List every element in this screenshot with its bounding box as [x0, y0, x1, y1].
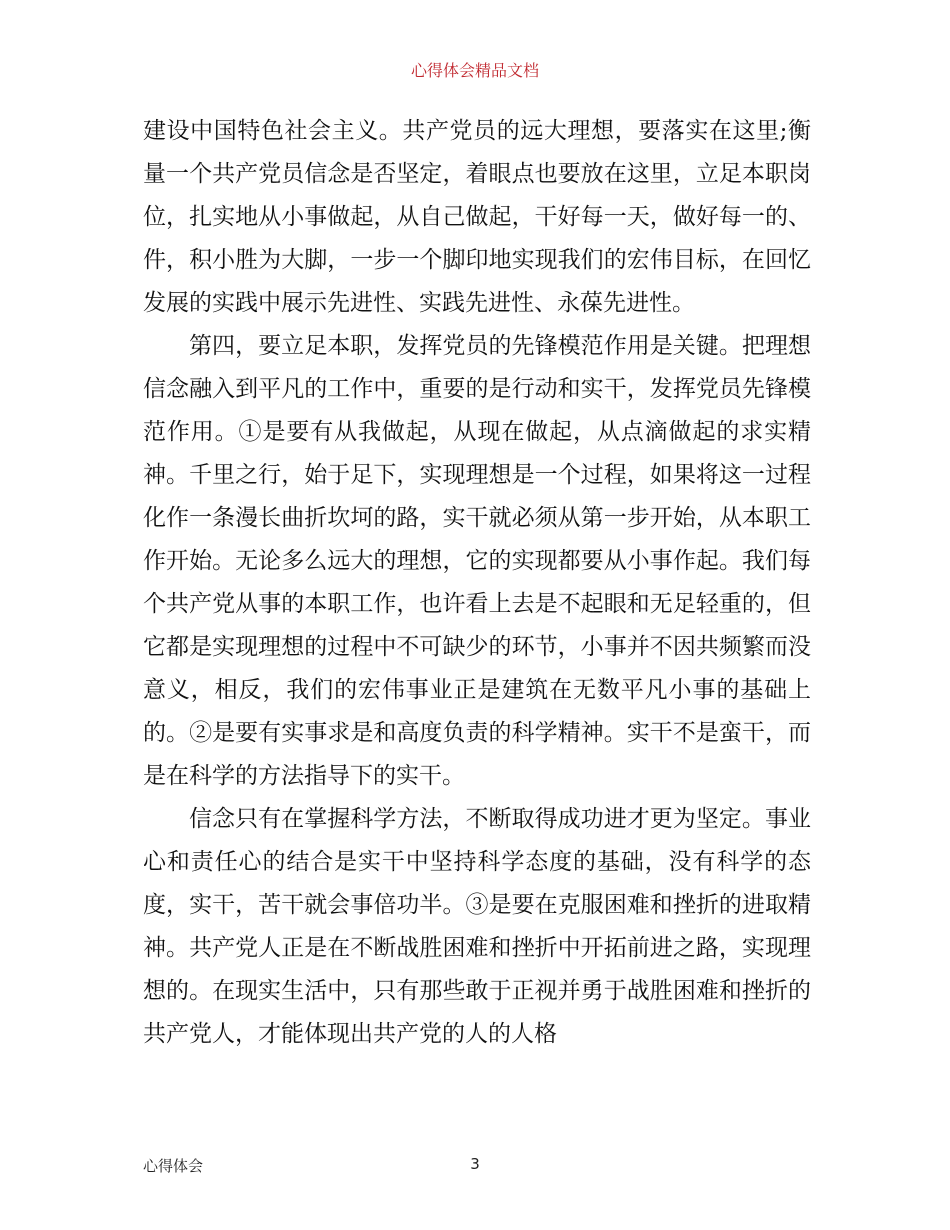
footer-label: 心得体会 [143, 1157, 204, 1175]
page-header-title: 心得体会精品文档 [410, 61, 539, 80]
paragraph-3: 信念只有在掌握科学方法，不断取得成功进才更为坚定。事业心和责任心的结合是实干中坚持科学态度的基础，没有科学的态度，实干，苦干就会事倍功半。③是要在克服困难和挫折的进取精神。共产党人正是在不断战胜困难和挫折中开拓前进之路，实现理想的。在现实生活中，只有那些敢于正视并勇于战胜困难和挫折的共产党人，才能体现出共产党的人的人格 [143, 806, 811, 1047]
page-number: 3 [470, 1155, 480, 1173]
paragraph-2: 第四，要立足本职，发挥党员的先锋模范作用是关键。把理想信念融入到平凡的工作中，重要的是行动和实干，发挥党员先锋模范作用。①是要有从我做起，从现在做起，从点滴做起的求实精神。千里之行，始于足下，实现理想是一个过程，如果将这一过程化作一条漫长曲折坎坷的路，实干就必须从第一步开始，从本职工作开始。无论多么远大的理想，它的实现都要从小事作起。我们每个共产党从事的本职工作，也许看上去是不起眼和无足轻重的，但它都是实现理想的过程中不可缺少的环节，小事并不因共频繁而没意义，相反，我们的宏伟事业正是建筑在无数平凡小事的基础上的。②是要有实事求是和高度负责的科学精神。实干不是蛮干，而是在科学的方法指导下的实干。 [143, 333, 811, 789]
document-body [143, 110, 811, 1056]
paragraph-1: 建设中国特色社会主义。共产党员的远大理想，要落实在这里;衡量一个共产党员信念是否坚定，着眼点也要放在这里，立足本职岗位，扎实地从小事做起，从自己做起，干好每一天，做好每一的、件，积小胜为大脚，一步一个脚印地实现我们的宏伟目标，在回忆发展的实践中展示先进性、实践先进性、永葆先进性。 [143, 118, 811, 316]
